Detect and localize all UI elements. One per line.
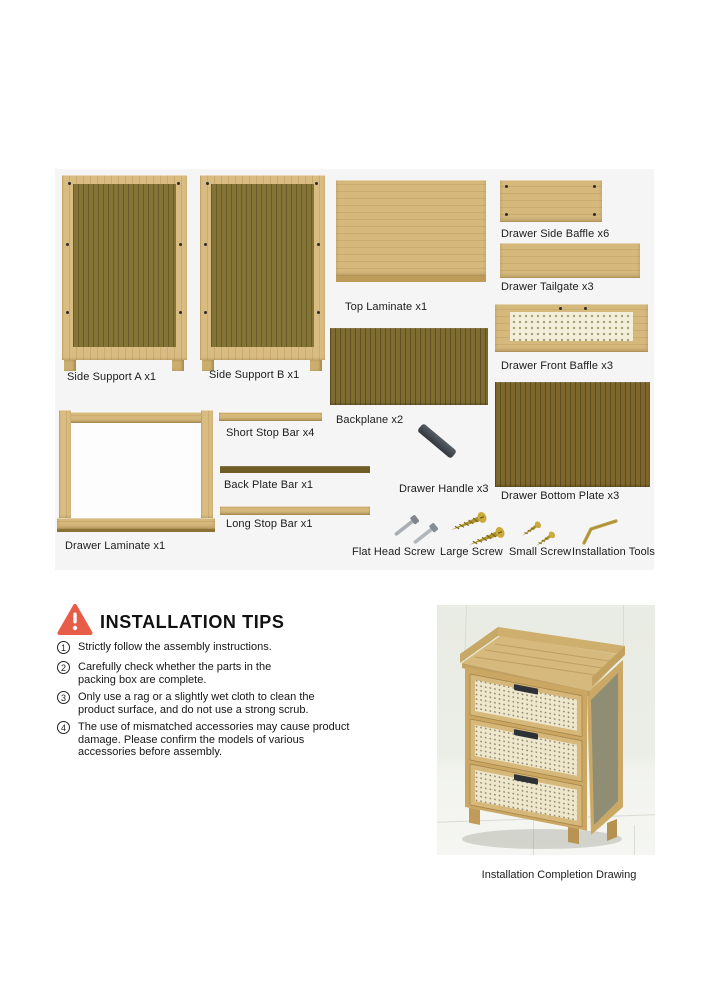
small-screw-label: Small Screw	[509, 546, 572, 558]
tip-item-3	[57, 691, 429, 716]
large-screw-icon	[448, 504, 520, 548]
drawer-bottom-plate-graphic	[495, 382, 650, 487]
drawer-side-baffle-label: Drawer Side Baffle x6	[501, 228, 610, 240]
drawer-laminate-graphic	[57, 410, 215, 532]
tip-text-1: Strictly follow the assembly instructions.	[78, 641, 272, 653]
completion-caption: Installation Completion Drawing	[481, 869, 637, 881]
drawer-bottom-plate-label: Drawer Bottom Plate x3	[501, 490, 620, 502]
flat-head-screw-icon	[390, 510, 450, 550]
back-plate-bar-graphic	[220, 466, 370, 473]
short-stop-bar-graphic	[219, 412, 322, 421]
warning-icon	[57, 603, 93, 637]
allen-key-icon	[578, 516, 622, 550]
side-support-b-graphic	[200, 175, 325, 360]
side-support-a-label: Side Support A x1	[67, 371, 157, 383]
drawer-tailgate-label: Drawer Tailgate x3	[501, 281, 594, 293]
drawer-laminate-label: Drawer Laminate x1	[65, 540, 166, 552]
top-laminate-graphic	[336, 180, 486, 282]
side-support-b-label: Side Support B x1	[209, 369, 300, 381]
tip-number-4: 4	[57, 721, 70, 734]
long-stop-bar-label: Long Stop Bar x1	[226, 518, 313, 530]
completed-cabinet-illustration	[437, 605, 655, 855]
large-screw-label: Large Screw	[440, 546, 503, 558]
front-baffle-cane-panel	[510, 312, 633, 341]
tip-text-2: Carefully check whether the parts in the packing box are complete.	[78, 661, 272, 686]
long-stop-bar-graphic	[220, 506, 370, 515]
tip-item-1	[57, 641, 429, 654]
drawer-handle-graphic	[417, 423, 457, 459]
drawer-side-baffle-graphic	[500, 180, 602, 222]
tip-text-3: Only use a rag or a slightly wet cloth to clean the product surface, and do not use a strong scrub.	[78, 691, 315, 716]
completion-photo	[437, 605, 655, 855]
side-support-b-inner-panel	[211, 184, 314, 347]
drawer-front-baffle-label: Drawer Front Baffle x3	[501, 360, 614, 372]
tip-number-3: 3	[57, 691, 70, 704]
tip-item-2	[57, 661, 429, 686]
tip-number-2: 2	[57, 661, 70, 674]
drawer-tailgate-graphic	[500, 243, 640, 278]
small-screw-icon	[518, 518, 564, 548]
tips-title: INSTALLATION TIPS	[100, 612, 285, 632]
tip-item-4	[57, 721, 429, 759]
back-plate-bar-label: Back Plate Bar x1	[224, 479, 314, 491]
tip-text-4: The use of mismatched accessories may cause product damage. Please confirm the models of various accessories before assembly.	[78, 721, 350, 758]
backplane-graphic	[330, 328, 488, 405]
backplane-label: Backplane x2	[336, 414, 404, 426]
flat-head-screw-label: Flat Head Screw	[352, 546, 435, 558]
drawer-front-baffle-graphic	[495, 304, 648, 352]
top-laminate-label: Top Laminate x1	[345, 301, 428, 313]
installation-tools-label: Installation Tools	[572, 546, 655, 558]
side-support-a-inner-panel	[73, 184, 176, 347]
side-support-a-graphic	[62, 175, 187, 360]
tip-number-1: 1	[57, 641, 70, 654]
short-stop-bar-label: Short Stop Bar x4	[226, 427, 315, 439]
drawer-handle-label: Drawer Handle x3	[399, 483, 489, 495]
